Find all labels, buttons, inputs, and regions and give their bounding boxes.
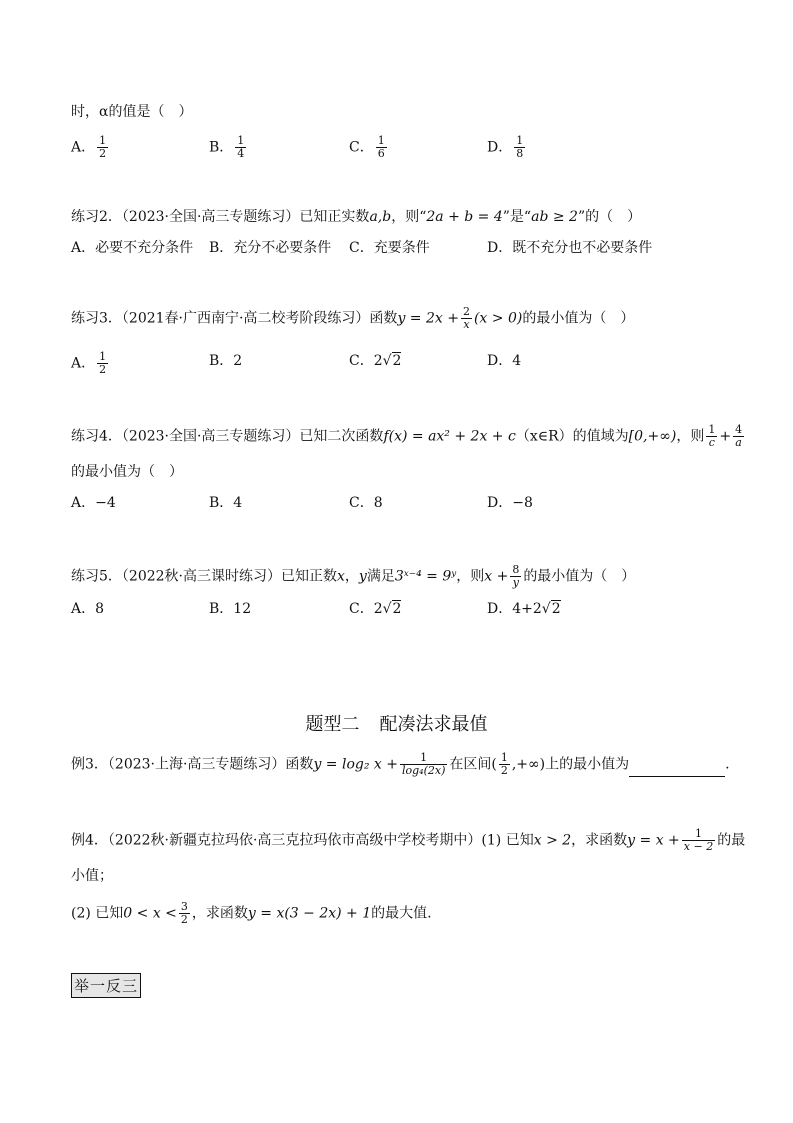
exercise-4-option-d[interactable]: D．−8 [487,495,533,511]
exercise-4-option-b[interactable]: B．4 [209,495,243,511]
exercise-3-option-c[interactable]: C．2√2 [349,353,402,369]
example-4-question-line3: (2) 已知0 < x < $\frac{3}{2}$ ，求函数y = x(3 − 2x) + 1的最大值. [71,900,432,926]
exercise-3-option-b[interactable]: B．2 [209,353,243,369]
exercise-4-option-c[interactable]: C．8 [349,495,383,511]
exercise-2-option-d[interactable]: D．既不充分也不必要条件 [487,240,653,256]
top-option-b[interactable]: B． $\frac{1}{4}$ [209,134,245,160]
fraction: $\frac{1}{4}$ [237,134,245,160]
fraction: $\frac{1}{2}$ [500,751,508,777]
fraction: $\frac{1}{2}$ [99,134,107,160]
fraction: $\frac{1}{x - 2}$ [683,827,714,853]
exercise-5-option-b[interactable]: B．12 [209,601,252,617]
top-option-c[interactable]: C． $\frac{1}{6}$ [349,134,385,160]
exercise-4-question-line2: 的最小值为（ ） [71,464,183,480]
exercise-2-question: 练习2．（2023·全国·高三专题练习）已知正实数a,b，则“2a + b = 4”是“ab ≥ 2”的（ ） [71,209,642,225]
fraction: $\frac{8}{y}$ [512,563,520,589]
exercise-3-option-d[interactable]: D．4 [487,353,522,369]
exercise-5-question: 练习5．（2022秋·高三课时练习）已知正数x，y满足3ˣ⁻⁴ = 9ʸ，则x + $\frac{8}{y}$ 的最小值为（ ） [71,563,636,589]
answer-blank[interactable] [629,762,725,777]
sqrt-symbol: √ [382,601,392,617]
practice-badge: 举一反三 [71,973,141,998]
exercise-5-option-d[interactable]: D．4+2√2 [487,601,561,617]
example-4-question: 例4．（2022秋·新疆克拉玛依·高三克拉玛依市高级中学校考期中）(1) 已知x > 2，求函数y = x + $\frac{1}{x - 2}$ 的最 [71,827,746,853]
sqrt-symbol: √ [541,601,551,617]
section-heading [0,710,793,736]
fraction: $\frac{4}{a}$ [735,423,743,449]
fraction: $\frac{1}{8}$ [516,134,524,160]
fraction: $\frac{1}{6}$ [377,134,385,160]
fraction: $\frac{1}{\text{log₄(2x)}}$ [401,751,446,777]
sqrt-symbol: √ [382,353,392,369]
top-question-line: 时，α的值是（ ） [71,104,193,120]
fraction: $\frac{1}{2}$ [99,350,107,376]
example-3-question: 例3．（2023·上海·高三专题练习）函数y = log₂ x + $\frac{1}{\text{log₄(2x)}}$ 在区间( $\frac{1}{2}$ ,+∞)上的最小值为 . [71,751,730,777]
exercise-5-option-a[interactable]: A．8 [71,601,105,617]
exercise-4-option-a[interactable]: A．−4 [71,495,116,511]
example-4-question-line2: 小值； [71,868,113,884]
fraction: $\frac{2}{x}$ [462,305,470,331]
exercise-5-option-c[interactable]: C．2√2 [349,601,402,617]
exercise-2-option-b[interactable]: B．充分不必要条件 [209,240,332,256]
section-title: 配凑法求最值 [379,714,488,735]
top-option-d[interactable]: D． $\frac{1}{8}$ [487,134,524,160]
fraction: $\frac{1}{c}$ [708,423,716,449]
exercise-4-question: 练习4．（2023·全国·高三专题练习）已知二次函数f(x) = ax² + 2x + c（x∈R）的值域为[0,+∞)，则 $\frac{1}{c}$ + $\frac{4}{a}$ [71,423,743,449]
section-label: 题型二 [305,714,360,735]
exercise-2-option-c[interactable]: C．充要条件 [349,240,430,256]
exercise-2-option-a[interactable]: A．必要不充分条件 [71,240,194,256]
fraction: $\frac{3}{2}$ [180,900,188,926]
exercise-3-option-a[interactable]: A． $\frac{1}{2}$ [71,350,107,376]
top-option-a[interactable]: A． $\frac{1}{2}$ [71,134,107,160]
exercise-3-question: 练习3．（2021春·广西南宁·高二校考阶段练习）函数y = 2x + $\frac{2}{x}$ (x > 0)的最小值为（ ） [71,305,635,331]
